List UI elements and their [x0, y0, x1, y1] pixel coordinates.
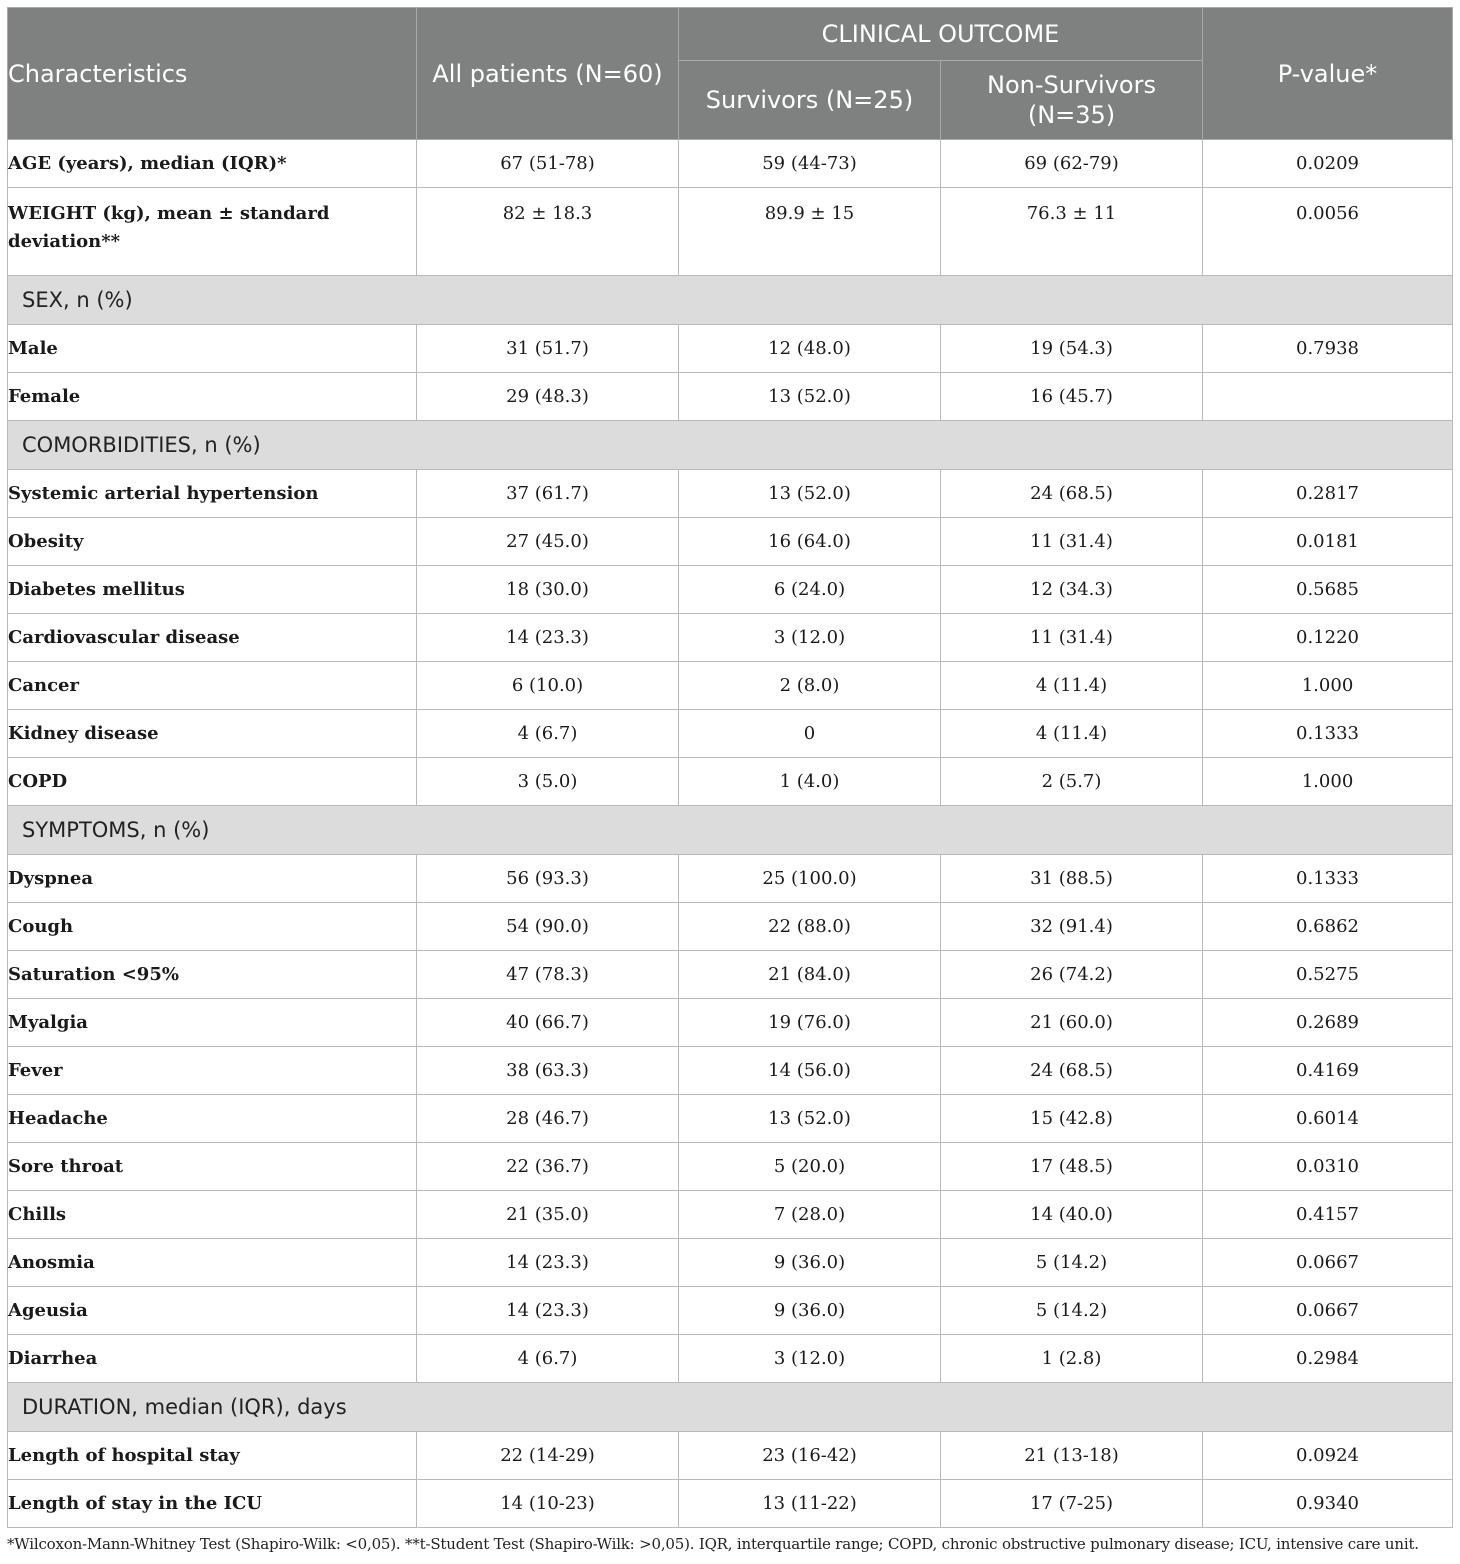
cell-survivors: 9 (36.0): [679, 1239, 941, 1287]
row-label: Obesity: [8, 518, 417, 566]
table-row: [8, 662, 1453, 710]
cell-p-value: 0.0209: [1203, 140, 1453, 188]
cell-survivors: 13 (11-22): [679, 1480, 941, 1528]
row-label: Saturation <95%: [8, 951, 417, 999]
table-row: [8, 999, 1453, 1047]
cell-p-value: 0.0056: [1203, 188, 1453, 276]
header-clinical-outcome: CLINICAL OUTCOME: [679, 8, 1203, 61]
cell-non-survivors: 19 (54.3): [941, 325, 1203, 373]
cell-non-survivors: 15 (42.8): [941, 1095, 1203, 1143]
cell-all-patients: 38 (63.3): [417, 1047, 679, 1095]
cell-survivors: 9 (36.0): [679, 1287, 941, 1335]
cell-all-patients: 22 (36.7): [417, 1143, 679, 1191]
cell-p-value: 1.000: [1203, 758, 1453, 806]
cell-all-patients: 54 (90.0): [417, 903, 679, 951]
cell-non-survivors: 69 (62-79): [941, 140, 1203, 188]
row-label: Length of stay in the ICU: [8, 1480, 417, 1528]
section-label: COMORBIDITIES, n (%): [8, 421, 1453, 470]
cell-p-value: 0.2689: [1203, 999, 1453, 1047]
cell-non-survivors: 32 (91.4): [941, 903, 1203, 951]
cell-p-value: 0.4157: [1203, 1191, 1453, 1239]
table-row: [8, 1047, 1453, 1095]
cell-p-value: 0.5685: [1203, 566, 1453, 614]
cell-all-patients: 18 (30.0): [417, 566, 679, 614]
table-row: [8, 710, 1453, 758]
cell-all-patients: 37 (61.7): [417, 470, 679, 518]
table-row: [8, 1480, 1453, 1528]
cell-non-survivors: 12 (34.3): [941, 566, 1203, 614]
row-label: Dyspnea: [8, 855, 417, 903]
section-row: [8, 276, 1453, 325]
table-row: [8, 566, 1453, 614]
table-row: [8, 855, 1453, 903]
row-label: Cough: [8, 903, 417, 951]
table-row: [8, 951, 1453, 999]
section-row: [8, 1383, 1453, 1432]
cell-all-patients: 4 (6.7): [417, 1335, 679, 1383]
cell-non-survivors: 16 (45.7): [941, 373, 1203, 421]
cell-p-value: 0.1333: [1203, 710, 1453, 758]
cell-non-survivors: 2 (5.7): [941, 758, 1203, 806]
cell-non-survivors: 14 (40.0): [941, 1191, 1203, 1239]
cell-non-survivors: 31 (88.5): [941, 855, 1203, 903]
cell-p-value: 0.6862: [1203, 903, 1453, 951]
table-row: [8, 614, 1453, 662]
cell-survivors: 0: [679, 710, 941, 758]
cell-all-patients: 14 (10-23): [417, 1480, 679, 1528]
cell-p-value: 0.5275: [1203, 951, 1453, 999]
table-row: [8, 325, 1453, 373]
row-label: Male: [8, 325, 417, 373]
row-label: Length of hospital stay: [8, 1432, 417, 1480]
cell-all-patients: 29 (48.3): [417, 373, 679, 421]
clinical-characteristics-table-container: [7, 7, 1452, 1528]
cell-p-value: 0.9340: [1203, 1480, 1453, 1528]
cell-all-patients: 56 (93.3): [417, 855, 679, 903]
cell-survivors: 2 (8.0): [679, 662, 941, 710]
cell-p-value: 0.0181: [1203, 518, 1453, 566]
section-label: DURATION, median (IQR), days: [8, 1383, 1453, 1432]
cell-p-value: 0.1220: [1203, 614, 1453, 662]
cell-p-value: 0.0667: [1203, 1287, 1453, 1335]
row-label: Systemic arterial hypertension: [8, 470, 417, 518]
cell-all-patients: 67 (51-78): [417, 140, 679, 188]
cell-survivors: 14 (56.0): [679, 1047, 941, 1095]
table-row: [8, 1191, 1453, 1239]
cell-p-value: 0.4169: [1203, 1047, 1453, 1095]
cell-all-patients: 14 (23.3): [417, 614, 679, 662]
cell-non-survivors: 1 (2.8): [941, 1335, 1203, 1383]
cell-non-survivors: 76.3 ± 11: [941, 188, 1203, 276]
row-label: Cardiovascular disease: [8, 614, 417, 662]
cell-p-value: 0.2817: [1203, 470, 1453, 518]
table-row: [8, 1143, 1453, 1191]
cell-non-survivors: 24 (68.5): [941, 470, 1203, 518]
row-label: Headache: [8, 1095, 417, 1143]
cell-non-survivors: 11 (31.4): [941, 518, 1203, 566]
header-p-value: P-value*: [1203, 8, 1453, 140]
table-header: [8, 8, 1453, 140]
row-label: Myalgia: [8, 999, 417, 1047]
cell-non-survivors: 24 (68.5): [941, 1047, 1203, 1095]
cell-survivors: 12 (48.0): [679, 325, 941, 373]
row-label: Female: [8, 373, 417, 421]
cell-all-patients: 4 (6.7): [417, 710, 679, 758]
row-label: Kidney disease: [8, 710, 417, 758]
row-label: Ageusia: [8, 1287, 417, 1335]
row-label: Cancer: [8, 662, 417, 710]
clinical-characteristics-table: [7, 7, 1453, 1528]
table-row: [8, 188, 1453, 276]
cell-survivors: 13 (52.0): [679, 373, 941, 421]
row-label: COPD: [8, 758, 417, 806]
cell-all-patients: 21 (35.0): [417, 1191, 679, 1239]
cell-p-value: [1203, 373, 1453, 421]
cell-survivors: 19 (76.0): [679, 999, 941, 1047]
row-label: Sore throat: [8, 1143, 417, 1191]
cell-survivors: 59 (44-73): [679, 140, 941, 188]
cell-all-patients: 14 (23.3): [417, 1239, 679, 1287]
header-survivors: Survivors (N=25): [679, 61, 941, 140]
cell-all-patients: 14 (23.3): [417, 1287, 679, 1335]
cell-all-patients: 6 (10.0): [417, 662, 679, 710]
row-label: Diabetes mellitus: [8, 566, 417, 614]
cell-survivors: 23 (16-42): [679, 1432, 941, 1480]
row-label: Fever: [8, 1047, 417, 1095]
table-row: [8, 470, 1453, 518]
cell-survivors: 89.9 ± 15: [679, 188, 941, 276]
cell-survivors: 25 (100.0): [679, 855, 941, 903]
cell-survivors: 3 (12.0): [679, 1335, 941, 1383]
table-row: [8, 1287, 1453, 1335]
cell-non-survivors: 21 (13-18): [941, 1432, 1203, 1480]
cell-survivors: 21 (84.0): [679, 951, 941, 999]
cell-p-value: 0.6014: [1203, 1095, 1453, 1143]
cell-survivors: 5 (20.0): [679, 1143, 941, 1191]
cell-non-survivors: 5 (14.2): [941, 1239, 1203, 1287]
cell-all-patients: 28 (46.7): [417, 1095, 679, 1143]
cell-all-patients: 3 (5.0): [417, 758, 679, 806]
cell-non-survivors: 17 (7-25): [941, 1480, 1203, 1528]
cell-non-survivors: 21 (60.0): [941, 999, 1203, 1047]
cell-p-value: 0.1333: [1203, 855, 1453, 903]
cell-all-patients: 27 (45.0): [417, 518, 679, 566]
cell-p-value: 0.7938: [1203, 325, 1453, 373]
cell-survivors: 3 (12.0): [679, 614, 941, 662]
section-label: SYMPTOMS, n (%): [8, 806, 1453, 855]
table-row: [8, 758, 1453, 806]
cell-all-patients: 22 (14-29): [417, 1432, 679, 1480]
cell-survivors: 7 (28.0): [679, 1191, 941, 1239]
section-row: [8, 806, 1453, 855]
cell-p-value: 0.0310: [1203, 1143, 1453, 1191]
row-label: Anosmia: [8, 1239, 417, 1287]
cell-non-survivors: 4 (11.4): [941, 662, 1203, 710]
table-row: [8, 903, 1453, 951]
table-row: [8, 1095, 1453, 1143]
table-row: [8, 1239, 1453, 1287]
cell-non-survivors: 5 (14.2): [941, 1287, 1203, 1335]
section-row: [8, 421, 1453, 470]
cell-all-patients: 82 ± 18.3: [417, 188, 679, 276]
cell-survivors: 13 (52.0): [679, 1095, 941, 1143]
header-non-survivors: [941, 61, 1203, 140]
cell-all-patients: 47 (78.3): [417, 951, 679, 999]
cell-survivors: 13 (52.0): [679, 470, 941, 518]
header-non-survivors-text: Non-Survivors (N=35): [987, 71, 1156, 129]
row-label: WEIGHT (kg), mean ± standard deviation**: [8, 188, 417, 276]
table-row: [8, 373, 1453, 421]
cell-non-survivors: 17 (48.5): [941, 1143, 1203, 1191]
table-footnote: *Wilcoxon-Mann-Whitney Test (Shapiro-Wilk: <0,05). **t-Student Test (Shapiro-Wilk: >0,05). IQR, interquartile range; COPD, chronic obstructive pulmonary disease; ICU, intensive care unit.: [7, 1535, 1419, 1553]
cell-survivors: 22 (88.0): [679, 903, 941, 951]
cell-p-value: 0.0924: [1203, 1432, 1453, 1480]
cell-p-value: 1.000: [1203, 662, 1453, 710]
cell-survivors: 6 (24.0): [679, 566, 941, 614]
cell-p-value: 0.0667: [1203, 1239, 1453, 1287]
header-all-patients: All patients (N=60): [417, 8, 679, 140]
table-body: [8, 140, 1453, 1528]
cell-survivors: 1 (4.0): [679, 758, 941, 806]
table-row: [8, 1432, 1453, 1480]
cell-non-survivors: 4 (11.4): [941, 710, 1203, 758]
cell-all-patients: 40 (66.7): [417, 999, 679, 1047]
row-label: Chills: [8, 1191, 417, 1239]
cell-non-survivors: 26 (74.2): [941, 951, 1203, 999]
cell-p-value: 0.2984: [1203, 1335, 1453, 1383]
table-row: [8, 1335, 1453, 1383]
table-row: [8, 140, 1453, 188]
row-label: AGE (years), median (IQR)*: [8, 140, 417, 188]
cell-all-patients: 31 (51.7): [417, 325, 679, 373]
cell-non-survivors: 11 (31.4): [941, 614, 1203, 662]
row-label: Diarrhea: [8, 1335, 417, 1383]
header-characteristics: Characteristics: [8, 8, 417, 140]
cell-survivors: 16 (64.0): [679, 518, 941, 566]
table-row: [8, 518, 1453, 566]
section-label: SEX, n (%): [8, 276, 1453, 325]
